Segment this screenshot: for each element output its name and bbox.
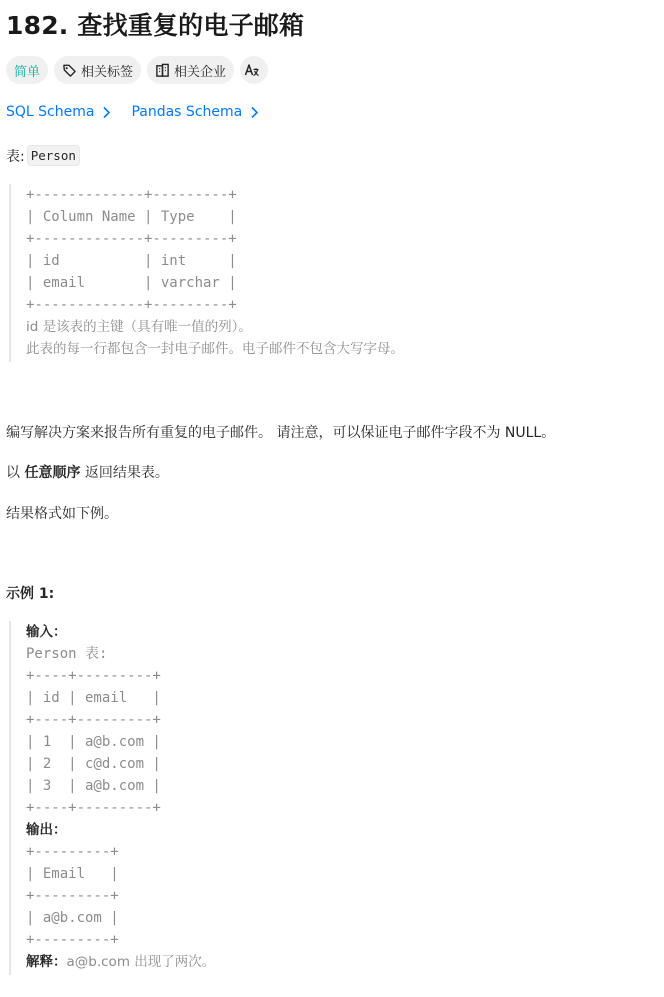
related-topics-button[interactable] [54,56,141,84]
schema-line: +-------------+---------+ [26,187,237,203]
difficulty-badge[interactable]: 简单 [6,56,48,84]
related-topics-label: 相关标签 [81,64,134,80]
schema-line: | id | int | [26,253,237,269]
table-intro [6,145,80,166]
example-heading: 示例 1: [6,586,55,602]
input-table-line: +----+---------+ [26,712,161,728]
input-table-line: | 3 | a@b.com | [26,778,161,794]
pandas-schema-label: Pandas Schema [131,104,243,120]
output-table-line: +---------+ [26,932,119,948]
example-block [9,621,215,975]
order-emphasis: 任意顺序 [24,465,81,481]
related-companies-label: 相关企业 [174,64,227,80]
schema-line: | email | varchar | [26,275,237,291]
sql-schema-label: SQL Schema [6,104,95,120]
schema-note: id 是该表的主键（具有唯一值的列）。 [26,319,252,335]
related-companies-button[interactable] [147,56,234,84]
tag-icon [62,63,77,78]
translate-button[interactable] [240,56,268,84]
format-paragraph: 结果格式如下例。 [6,506,118,522]
order-prefix: 以 [6,465,25,481]
schema-line: | Column Name | Type | [26,209,237,225]
pandas-schema-link[interactable] [131,104,259,120]
schema-links [6,104,279,120]
description-paragraph: 编写解决方案来报告所有重复的电子邮件。 请注意，可以保证电子邮件字段不为 NULL。 [6,425,556,441]
output-table-line: +---------+ [26,888,119,904]
tag-bar [6,56,268,84]
order-suffix: 返回结果表。 [80,465,169,481]
input-label: 输入： [26,624,67,640]
explanation-label: 解释： [26,954,67,970]
input-table-line: | id | email | [26,690,161,706]
input-table-line: | 1 | a@b.com | [26,734,161,750]
output-table-line: | Email | [26,866,119,882]
output-label: 输出： [26,822,67,838]
order-paragraph [6,462,169,482]
explanation-text: a@b.com 出现了两次。 [66,954,216,970]
chevron-right-icon [102,106,111,119]
explanation-line [26,951,215,973]
translate-icon [244,62,260,78]
problem-title: 182. 查找重复的电子邮箱 [6,11,305,40]
table-intro-prefix: 表: [6,148,25,165]
input-table-line: | 2 | c@d.com | [26,756,161,772]
chevron-right-icon [250,106,259,119]
input-caption: Person 表: [26,646,108,662]
sql-schema-link[interactable] [6,104,111,120]
input-table-line: +----+---------+ [26,668,161,684]
input-table-line: +----+---------+ [26,800,161,816]
building-icon [155,63,170,78]
output-table-line: +---------+ [26,844,119,860]
schema-block [9,184,404,362]
table-name-code: Person [27,145,80,166]
schema-note: 此表的每一行都包含一封电子邮件。电子邮件不包含大写字母。 [26,341,404,357]
schema-line: +-------------+---------+ [26,297,237,313]
output-table-line: | a@b.com | [26,910,119,926]
schema-line: +-------------+---------+ [26,231,237,247]
